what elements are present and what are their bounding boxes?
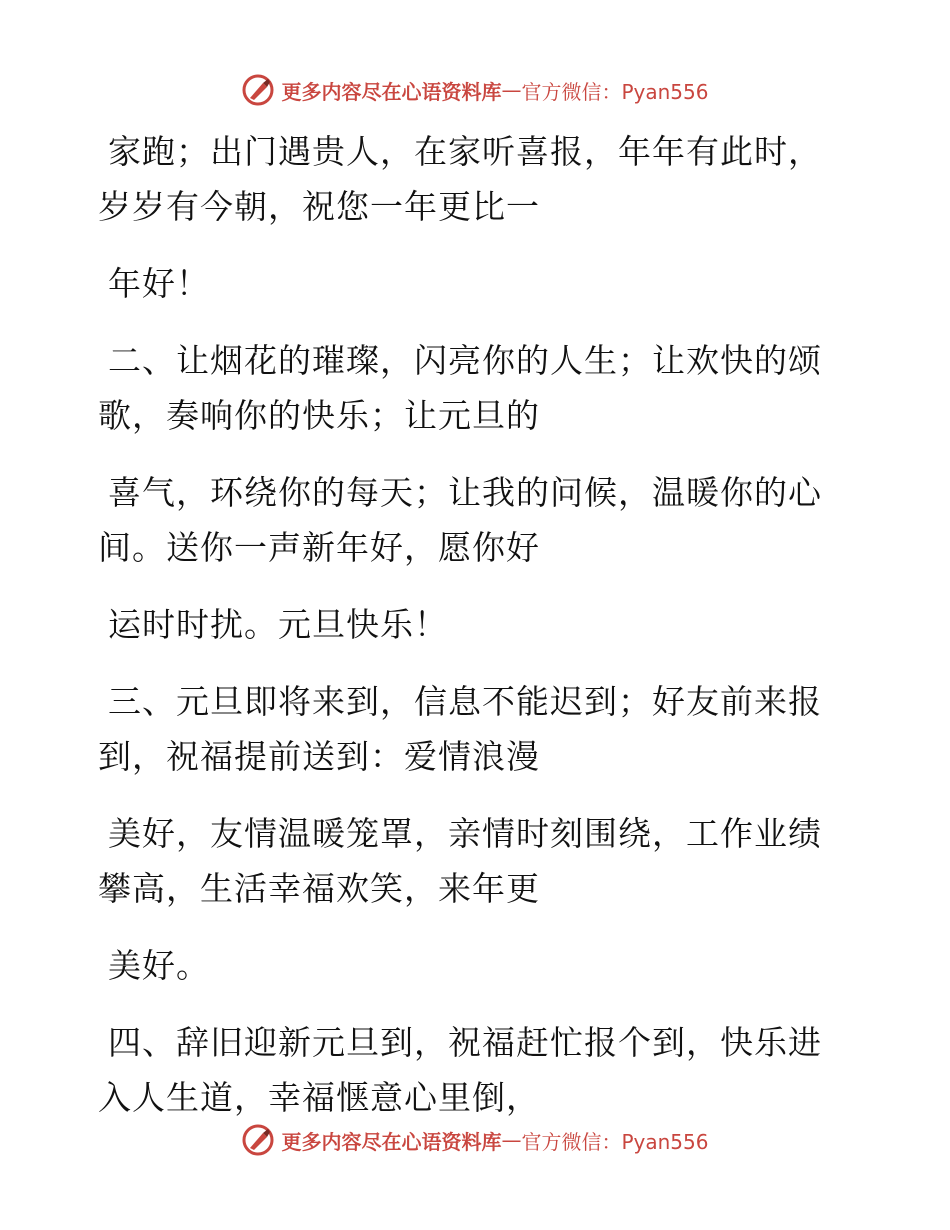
text-line: 二、让烟花的璀璨，闪亮你的人生；让欢快的颂 — [108, 341, 822, 380]
paragraph — [98, 1015, 838, 1125]
paragraph — [98, 806, 838, 916]
text-line: 到，祝福提前送到：爱情浪漫 — [98, 737, 540, 776]
paragraph — [98, 333, 838, 443]
header-wechat-text: 官方微信：Pyan556 — [521, 79, 709, 104]
paragraph — [98, 465, 838, 575]
text-line: 美好。 — [108, 946, 210, 985]
text-line: 年好！ — [108, 264, 210, 303]
text-line: 美好，友情温暖笼罩，亲情时刻围绕，工作业绩 — [108, 814, 822, 853]
text-line: 三、元旦即将来到，信息不能迟到；好友前来报 — [108, 682, 822, 721]
paragraph — [98, 674, 838, 784]
footer-watermark — [0, 1120, 950, 1160]
paragraph — [98, 597, 838, 652]
text-line: 间。送你一声新年好，愿你好 — [98, 528, 540, 567]
paragraph — [98, 256, 838, 311]
footer-wechat-text: 官方微信：Pyan556 — [521, 1129, 709, 1154]
pen-nib-circle-icon — [241, 1123, 275, 1157]
footer-separator: — — [501, 1128, 522, 1152]
text-line: 家跑；出门遇贵人，在家听喜报，年年有此时， — [108, 132, 822, 171]
text-line: 四、辞旧迎新元旦到，祝福赶忙报个到，快乐进 — [108, 1023, 822, 1062]
text-line: 歌，奏响你的快乐；让元旦的 — [98, 396, 540, 435]
paragraph — [98, 938, 838, 993]
header-brand-text: 更多内容尽在心语资料库 — [281, 79, 502, 104]
text-line: 喜气，环绕你的每天；让我的问候，温暖你的心 — [108, 473, 822, 512]
header-separator: — — [501, 78, 522, 102]
text-line: 入人生道，幸福惬意心里倒， — [98, 1078, 540, 1117]
footer-brand-text: 更多内容尽在心语资料库 — [281, 1129, 502, 1154]
text-line: 岁岁有今朝，祝您一年更比一 — [98, 187, 540, 226]
document-body — [98, 124, 838, 1125]
paragraph — [98, 124, 838, 234]
pen-nib-circle-icon — [241, 73, 275, 107]
text-line: 运时时扰。元旦快乐！ — [108, 605, 448, 644]
text-line: 攀高，生活幸福欢笑，来年更 — [98, 869, 540, 908]
header-watermark — [0, 70, 950, 110]
